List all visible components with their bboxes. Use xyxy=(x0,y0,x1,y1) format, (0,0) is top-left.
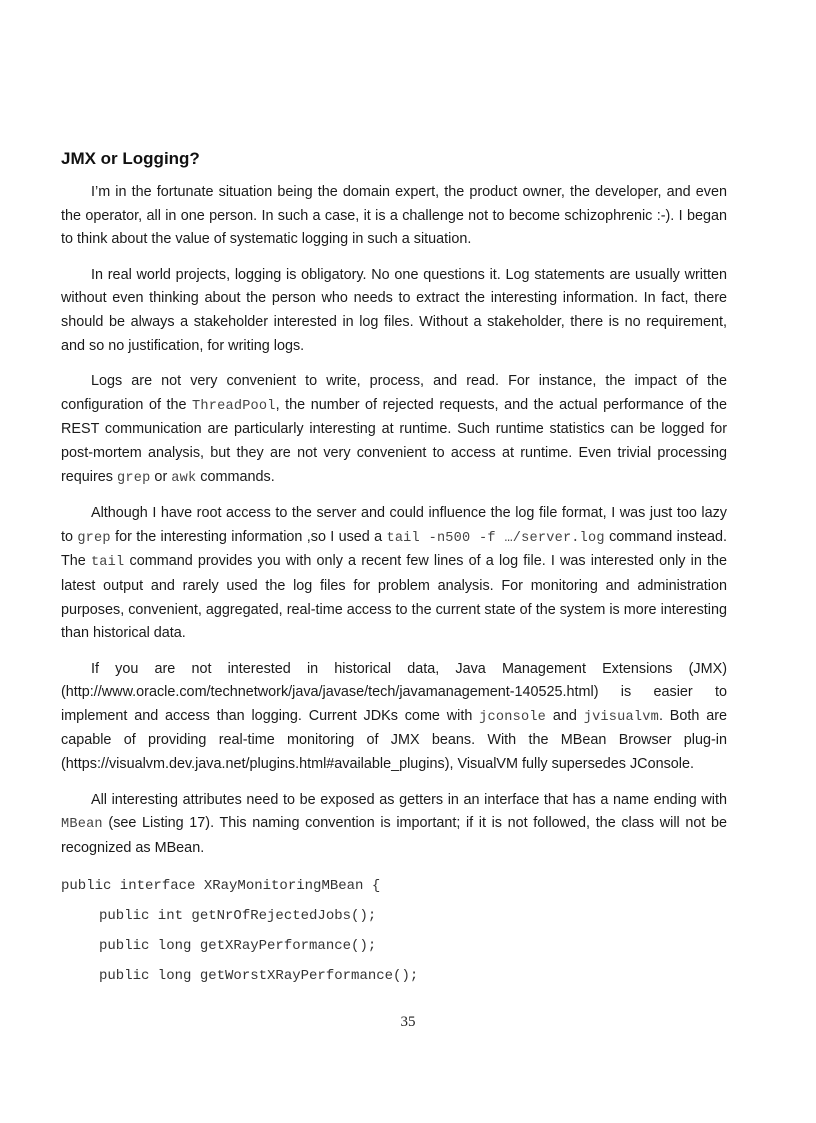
code-line: public long getWorstXRayPerformance(); xyxy=(99,967,419,984)
paragraph-5 xyxy=(61,658,727,777)
inline-code-grep: grep xyxy=(77,530,111,546)
text-run: , the number of rejected requests, and the actual performance of the REST communication are particularly interesting at runtime. Such runtime statistics can be logged for post-mortem analysis, but they are not very convenient to access at runtime. Even trivial processing requires xyxy=(61,396,727,485)
paragraph-4 xyxy=(61,502,727,646)
inline-code-tail: tail xyxy=(90,555,125,571)
text-run: and xyxy=(546,707,584,724)
code-line: public int getNrOfRejectedJobs(); xyxy=(99,908,377,925)
paragraph-1: I’m in the fortunate situation being the domain expert, the product owner, the developer, and even the operator, all in one person. In such a case, it is a challenge not to become schizophrenic :-). I began to think about the value of systematic logging in such a situation. xyxy=(61,184,727,248)
text-run: Although I have root access to the server and could influence the log file format, I was just too lazy to xyxy=(61,505,727,545)
text-run: for the interesting information ,so I used a xyxy=(110,528,387,545)
code-listing xyxy=(61,872,727,991)
paragraph-6 xyxy=(61,789,727,861)
text-run: If you are not interested in historical data, Java Management Extensions (JMX) (http://www.oracle.com/technetwork/java/javase/tech/javamanagement-140525.html) is easier to implement and access than logging. Current JDKs come with xyxy=(61,660,727,724)
text-run: Logs are not very convenient to write, process, and read. For instance, the impact of the configuration of the xyxy=(61,373,727,413)
paragraph-3 xyxy=(61,370,727,490)
text-run: commands. xyxy=(196,468,275,485)
text-run: (see Listing 17). This naming convention is important; if it is not followed, the class will not be recognized as MBean. xyxy=(61,815,727,856)
page-number: 35 xyxy=(400,1014,416,1030)
text-run: . Both are capable of providing real-time monitoring of JMX beans. With the MBean Browser plug-in (https://visualvm.dev.java.net/plugins.html#available_plugins), VisualVM fully supersedes JConsole. xyxy=(61,707,727,773)
text-run: command instead. The xyxy=(61,528,727,570)
paragraph-2: In real world projects, logging is obligatory. No one questions it. Log statements are usually written without even thinking about the person who needs to extract the interesting information. In fact, there should be always a stakeholder interested in log files. Without a stakeholder, there is no requirement, and so no justification, for writing logs. xyxy=(61,266,727,354)
inline-code-awk: awk xyxy=(171,470,197,486)
inline-code-tail-command: tail -n500 -f …/server.log xyxy=(386,530,605,546)
code-line: public interface XRayMonitoringMBean { xyxy=(61,878,381,895)
page-content xyxy=(61,148,727,992)
text-run: All interesting attributes need to be exposed as getters in an interface that has a name ending with xyxy=(91,791,727,808)
inline-code-jvisualvm: jvisualvm xyxy=(583,709,659,725)
section-heading: JMX or Logging? xyxy=(61,149,200,168)
code-line: public long getXRayPerformance(); xyxy=(99,938,377,955)
inline-code-threadpool: ThreadPool xyxy=(192,398,276,414)
text-run: or xyxy=(150,468,172,485)
inline-code-jconsole: jconsole xyxy=(479,709,547,725)
text-run: command provides you with only a recent few lines of a log file. I was interested only in the latest output and rarely used the log files for problem analysis. For monitoring and administration purposes, convenient, aggregated, real-time access to the current state of the system is more interesting than historical data. xyxy=(61,553,727,642)
inline-code-grep: grep xyxy=(117,470,151,486)
inline-code-mbean: MBean xyxy=(61,817,103,833)
